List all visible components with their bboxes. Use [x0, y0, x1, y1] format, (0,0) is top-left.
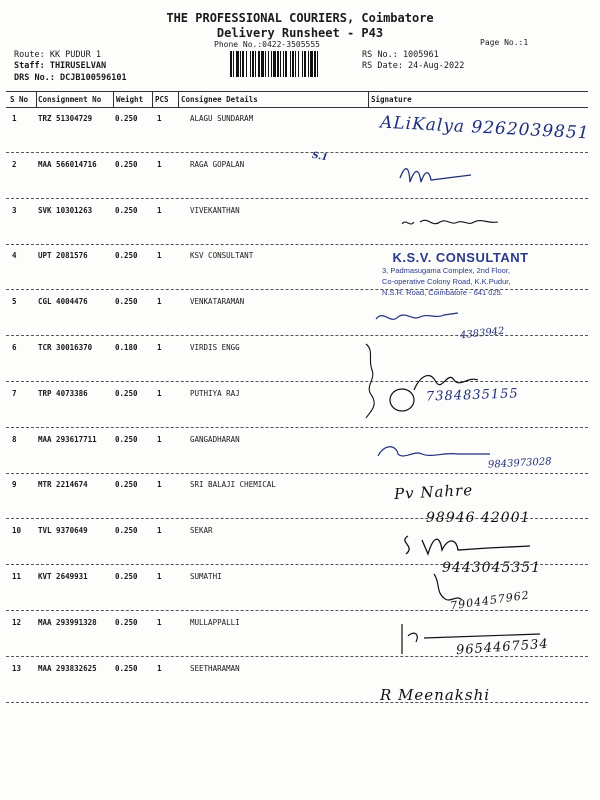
page-number: Page No.:1	[480, 38, 529, 47]
row-sno: 5	[12, 297, 17, 306]
rs-number: RS No.: 1005961	[362, 50, 439, 60]
row-consignee: VIRDIS ENGG	[190, 343, 240, 352]
row-consignment: MAA 566014716	[38, 160, 97, 169]
runsheet-title: Delivery Runsheet - P43	[216, 26, 384, 40]
signature-5	[372, 305, 462, 330]
col-divider	[113, 92, 114, 108]
row-weight: 0.250	[115, 664, 138, 673]
drs-number: DRS No.: DCJB100596101	[14, 73, 127, 83]
row-consignment: MAA 293991328	[38, 618, 97, 627]
row-consignment: CGL 4004476	[38, 297, 88, 306]
rs-date: RS Date: 24-Aug-2022	[362, 61, 465, 71]
stamp-address-line: Co-operative Colony Road, K.K.Pudur,	[382, 277, 511, 286]
row-weight: 0.250	[115, 297, 138, 306]
row-consignee: ALAGU SUNDARAM	[190, 114, 254, 123]
row-weight: 0.250	[115, 389, 138, 398]
row-consignee: SEKAR	[190, 526, 213, 535]
col-divider	[152, 92, 153, 108]
col-consignee: Consignee Details	[181, 95, 258, 104]
row-sno: 10	[12, 526, 22, 535]
row-pcs: 1	[157, 343, 162, 352]
row-weight: 0.180	[115, 343, 138, 352]
row-pcs: 1	[157, 618, 162, 627]
row-pcs: 1	[157, 572, 162, 581]
signature-2-note: S.1	[311, 150, 329, 164]
signature-11-phone: 7904457962	[449, 588, 531, 613]
stamp-address-line: 3, Padmasugama Complex, 2nd Floor,	[382, 266, 510, 275]
row-weight: 0.250	[115, 114, 138, 123]
row-sno: 7	[12, 389, 17, 398]
row-pcs: 1	[157, 526, 162, 535]
row-pcs: 1	[157, 480, 162, 489]
row-separator	[6, 198, 588, 199]
row-weight: 0.250	[115, 160, 138, 169]
row-sno: 4	[12, 251, 17, 260]
row-weight: 0.250	[115, 206, 138, 215]
row-sno: 3	[12, 206, 17, 215]
signature-2	[395, 160, 475, 190]
row-consignee: MULLAPPALLI	[190, 618, 240, 627]
signature-5-phone: 4383942	[459, 325, 505, 342]
row-consignment: UPT 2081576	[38, 251, 88, 260]
row-consignment: TVL 9370649	[38, 526, 88, 535]
col-divider	[368, 92, 369, 108]
row-weight: 0.250	[115, 435, 138, 444]
col-pcs: PCS	[155, 95, 169, 104]
row-pcs: 1	[157, 114, 162, 123]
barcode-image	[230, 51, 354, 77]
signature-10-phone: 9443045351	[442, 560, 542, 576]
row-weight: 0.250	[115, 618, 138, 627]
row-consignment: MAA 293617711	[38, 435, 97, 444]
row-pcs: 1	[157, 664, 162, 673]
row-separator	[6, 473, 588, 474]
row-consignee: VENKATARAMAN	[190, 297, 245, 306]
row-sno: 12	[12, 618, 22, 627]
signature-6-7	[358, 340, 488, 420]
col-divider	[178, 92, 179, 108]
row-consignee: GANGADHARAN	[190, 435, 240, 444]
row-consignee: SRI BALAJI CHEMICAL	[190, 480, 276, 489]
col-signature: Signature	[371, 95, 412, 104]
header-top-rule	[6, 91, 588, 92]
signature-10	[398, 530, 538, 560]
row-sno: 11	[12, 572, 22, 581]
row-pcs: 1	[157, 389, 162, 398]
row-separator	[6, 427, 588, 428]
company-stamp	[368, 250, 553, 298]
col-divider	[36, 92, 37, 108]
staff-label: Staff: THIRUSELVAN	[14, 61, 107, 71]
row-pcs: 1	[157, 206, 162, 215]
phone-number: Phone No.:0422-3505555	[214, 40, 320, 49]
row-sno: 8	[12, 435, 17, 444]
row-consignment: TRZ 51304729	[38, 114, 93, 123]
signature-8-phone: 9843973028	[487, 456, 552, 471]
row-pcs: 1	[157, 251, 162, 260]
row-weight: 0.250	[115, 251, 138, 260]
row-consignee: SUMATHI	[190, 572, 222, 581]
row-consignee: KSV CONSULTANT	[190, 251, 254, 260]
row-separator	[6, 610, 588, 611]
row-weight: 0.250	[115, 480, 138, 489]
col-consignment: Consignment No	[38, 95, 102, 104]
signature-7-phone: 7384835155	[425, 386, 519, 405]
signature-12-phone: 9654467534	[455, 636, 550, 659]
row-pcs: 1	[157, 297, 162, 306]
row-separator	[6, 152, 588, 153]
row-separator	[6, 381, 588, 382]
row-consignment: MAA 293832625	[38, 664, 97, 673]
signature-9: Pv Nahre	[393, 480, 474, 504]
row-pcs: 1	[157, 435, 162, 444]
signature-8	[374, 440, 494, 464]
signature-3	[398, 212, 508, 232]
row-pcs: 1	[157, 160, 162, 169]
row-consignee: RAGA GOPALAN	[190, 160, 245, 169]
row-weight: 0.250	[115, 572, 138, 581]
row-separator	[6, 244, 588, 245]
row-sno: 6	[12, 343, 17, 352]
row-sno: 2	[12, 160, 17, 169]
company-title: THE PROFESSIONAL COURIERS, Coimbatore	[166, 11, 434, 25]
row-consignee: PUTHIYA RAJ	[190, 389, 240, 398]
row-weight: 0.250	[115, 526, 138, 535]
row-separator	[6, 702, 588, 703]
stamp-address-line: N.S.R. Road, Coimbatore - 641 025.	[382, 288, 503, 297]
row-sno: 13	[12, 664, 22, 673]
row-consignment: TRP 4073386	[38, 389, 88, 398]
row-consignment: KVT 2649931	[38, 572, 88, 581]
route-label: Route: KK PUDUR 1	[14, 50, 101, 60]
row-consignment: SVK 10301263	[38, 206, 93, 215]
row-sno: 9	[12, 480, 17, 489]
row-sno: 1	[12, 114, 17, 123]
header-bottom-rule	[6, 107, 588, 108]
row-consignment: MTR 2214674	[38, 480, 88, 489]
col-sno: S No	[10, 95, 29, 104]
row-consignee: SEETHARAMAN	[190, 664, 240, 673]
col-weight: Weight	[116, 95, 144, 104]
signature-1: ALiKalya 9262039851	[379, 112, 590, 144]
row-consignee: VIVEKANTHAN	[190, 206, 240, 215]
row-consignment: TCR 30016370	[38, 343, 93, 352]
signature-13: R Meenakshi	[380, 686, 491, 704]
stamp-name: K.S.V. CONSULTANT	[392, 250, 529, 265]
signature-9-phone: 98946 42001	[426, 510, 531, 526]
